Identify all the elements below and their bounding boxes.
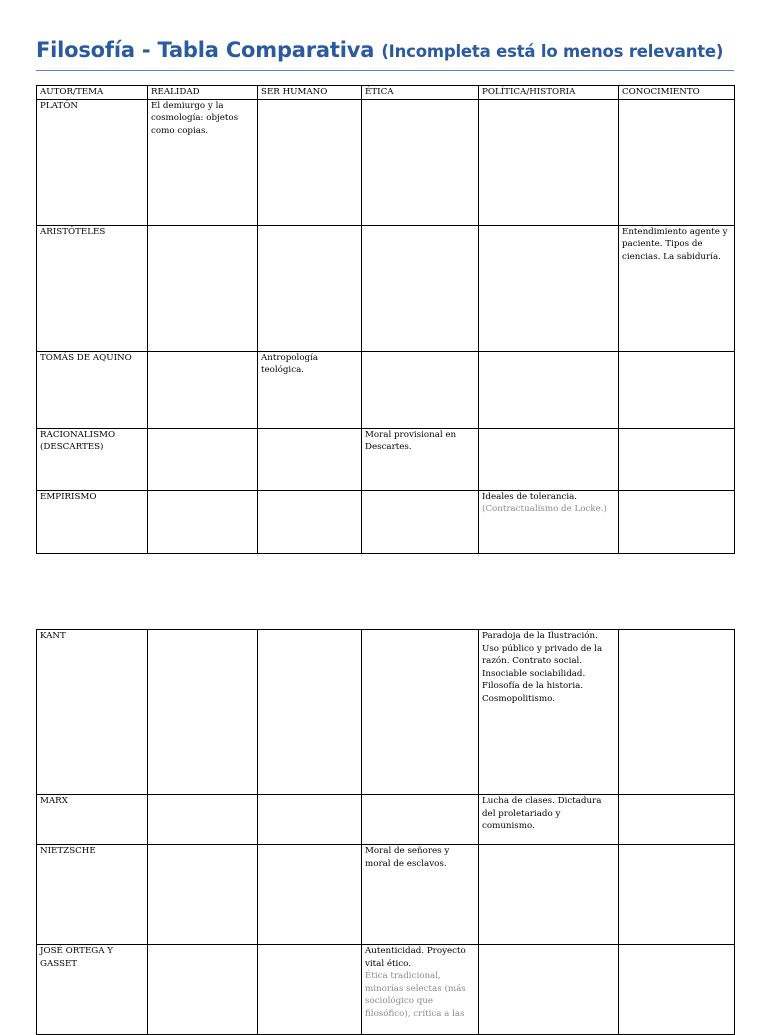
header-realidad: REALIDAD <box>148 86 258 100</box>
cell-politica <box>479 428 619 490</box>
comparison-table-part-2 <box>36 629 735 1035</box>
cell-ser-humano <box>258 795 362 845</box>
cell-autor: KANT <box>37 630 148 795</box>
cell-autor: RACIONALISMO (DESCARTES) <box>37 428 148 490</box>
table-row-platon <box>37 99 735 225</box>
cell-etica <box>362 225 479 351</box>
cell-politica <box>479 351 619 428</box>
cell-ser-humano <box>258 845 362 945</box>
table-row-ortega-y-gasset <box>37 945 735 1035</box>
cell-ser-humano: Antropología teológica. <box>258 351 362 428</box>
cell-realidad: El demiurgo y la cosmología: objetos como copias. <box>148 99 258 225</box>
cell-politica <box>479 795 619 845</box>
table-header-row <box>37 86 735 100</box>
cell-autor: NIETZSCHE <box>37 845 148 945</box>
cell-conocimiento <box>619 630 735 795</box>
cell-etica <box>362 795 479 845</box>
cell-ser-humano <box>258 490 362 553</box>
cell-etica <box>362 99 479 225</box>
cell-etica <box>362 945 479 1035</box>
cell-politica <box>479 630 619 795</box>
cell-politica-note: (Contractualismo de Locke.) <box>482 504 607 514</box>
cell-realidad <box>148 945 258 1035</box>
cell-conocimiento <box>619 490 735 553</box>
cell-autor: ARISTÓTELES <box>37 225 148 351</box>
header-politica-historia: POLÍTICA/HISTORIA <box>479 86 619 100</box>
cell-conocimiento <box>619 845 735 945</box>
table-row-racionalismo <box>37 428 735 490</box>
cell-etica <box>362 428 479 490</box>
cell-politica <box>479 845 619 945</box>
cell-autor: EMPIRISMO <box>37 490 148 553</box>
cell-politica-text: Paradoja de la Ilustración. Uso público y privado de la razón. Contrato social. Insociable sociabilidad. Filosofía de la historia. Cosmopolitismo. <box>482 631 603 704</box>
cell-realidad <box>148 351 258 428</box>
cell-etica-text: Autenticidad. Proyecto vital ético. <box>365 946 466 969</box>
comparison-table-part-1 <box>36 85 735 554</box>
table-row-kant <box>37 630 735 795</box>
cell-ser-humano <box>258 945 362 1035</box>
cell-conocimiento <box>619 795 735 845</box>
page-title <box>36 36 723 66</box>
cell-etica-note: Ética tradicional, minorías selectas (más sociológico que filosófico), crítica a las <box>365 971 466 1019</box>
cell-ser-humano <box>258 428 362 490</box>
header-autor-tema: AUTOR/TEMA <box>37 86 148 100</box>
cell-etica <box>362 490 479 553</box>
cell-politica-text: Lucha de clases. Dictadura del proletariado y comunismo. <box>482 796 602 831</box>
cell-etica <box>362 351 479 428</box>
title-main: Filosofía - Tabla Comparativa <box>36 38 375 62</box>
cell-conocimiento <box>619 945 735 1035</box>
title-subtitle: (Incompleta está lo menos relevante) <box>381 42 724 61</box>
cell-politica <box>479 945 619 1035</box>
cell-autor: MARX <box>37 795 148 845</box>
table-row-aristoteles <box>37 225 735 351</box>
cell-conocimiento <box>619 99 735 225</box>
header-etica: ÉTICA <box>362 86 479 100</box>
cell-etica <box>362 845 479 945</box>
cell-realidad <box>148 490 258 553</box>
cell-conocimiento: Entendimiento agente y paciente. Tipos de ciencias. La sabiduría. <box>619 225 735 351</box>
cell-ser-humano <box>258 630 362 795</box>
cell-realidad <box>148 225 258 351</box>
cell-ser-humano <box>258 99 362 225</box>
cell-autor: TOMÁS DE AQUINO <box>37 351 148 428</box>
table-row-empirismo <box>37 490 735 553</box>
cell-realidad <box>148 630 258 795</box>
cell-autor: PLATÓN <box>37 99 148 225</box>
cell-autor: JOSÉ ORTEGA Y GASSET <box>37 945 148 1035</box>
table-row-tomas-de-aquino <box>37 351 735 428</box>
header-conocimiento: CONOCIMIENTO <box>619 86 735 100</box>
table-row-marx <box>37 795 735 845</box>
cell-politica <box>479 225 619 351</box>
cell-conocimiento <box>619 428 735 490</box>
cell-politica-text: Ideales de tolerancia. <box>482 491 578 502</box>
cell-politica <box>479 490 619 553</box>
cell-conocimiento <box>619 351 735 428</box>
header-ser-humano: SER HUMANO <box>258 86 362 100</box>
title-underline <box>36 70 734 71</box>
cell-realidad <box>148 795 258 845</box>
cell-etica <box>362 630 479 795</box>
cell-realidad <box>148 428 258 490</box>
cell-etica-text: Moral provisional en Descartes. <box>365 429 457 452</box>
cell-etica-text: Moral de señores y moral de esclavos. <box>365 846 450 869</box>
cell-realidad <box>148 845 258 945</box>
cell-politica <box>479 99 619 225</box>
table-row-nietzsche <box>37 845 735 945</box>
cell-ser-humano <box>258 225 362 351</box>
